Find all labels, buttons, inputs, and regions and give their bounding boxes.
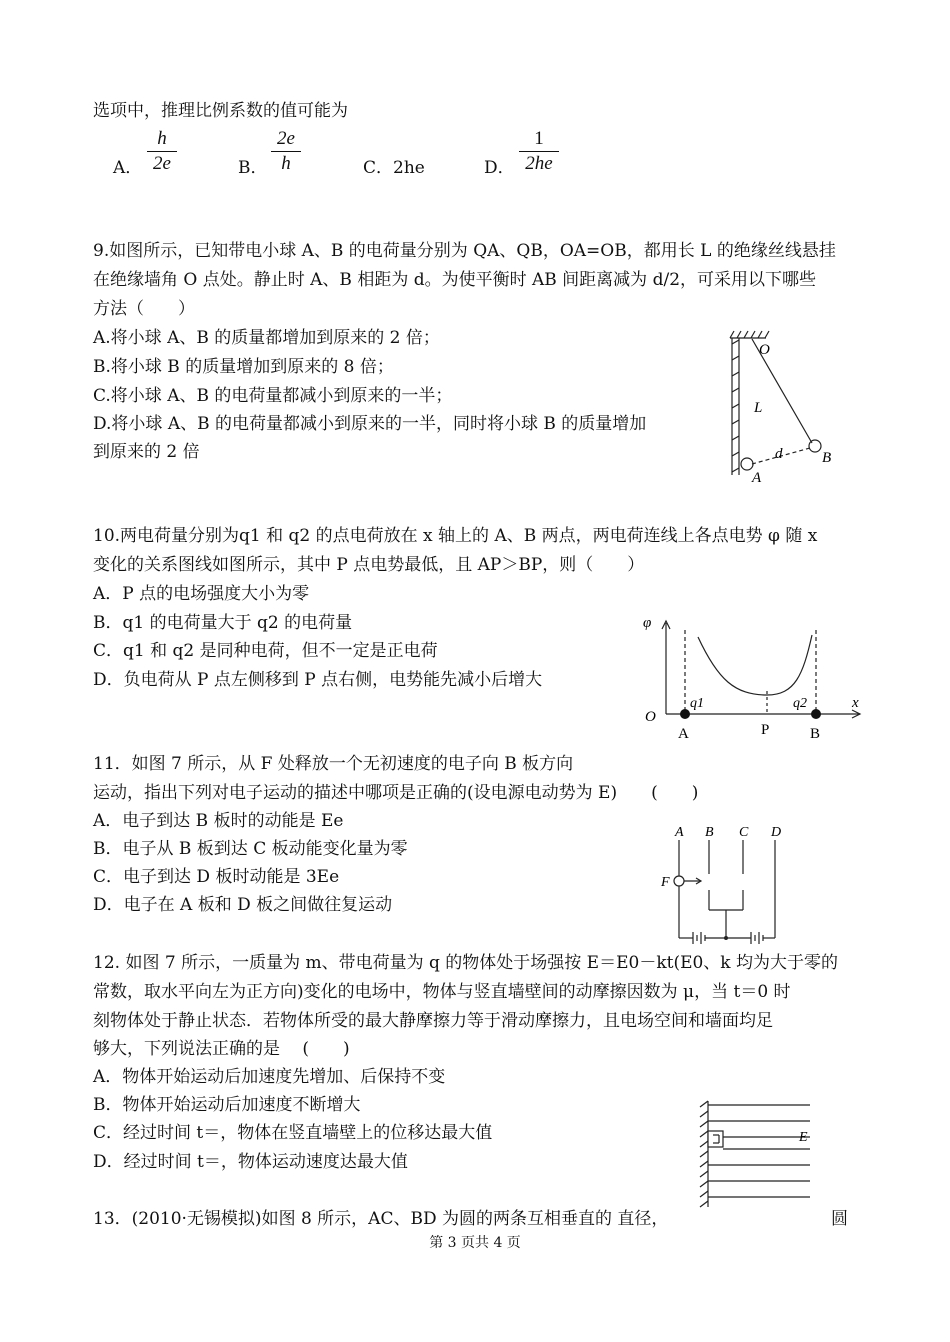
q11-option-d: D．电子在 A 板和 D 板之间做往复运动 (93, 895, 393, 915)
q9-option-a: A.将小球 A、B 的质量都增加到原来的 2 倍； (93, 328, 440, 348)
q9-option-c: C.将小球 A、B 的电荷量都减小到原来的一半； (93, 386, 453, 406)
q9-option-b: B.将小球 B 的质量增加到原来的 8 倍； (93, 357, 394, 377)
q9-stem-line-2: 在绝缘墙角 O 点处。静止时 A、B 相距为 d。为使平衡时 AB 间距离减为 d/2，可采用以下哪些 (93, 270, 817, 290)
q11-option-a: A．电子到达 B 板时的动能是 Ee (93, 811, 344, 831)
q11-option-c: C．电子到达 D 板时动能是 3Ee (93, 867, 340, 887)
q10-charge-q2-dot (811, 709, 821, 719)
q10-potential-graph (640, 605, 870, 750)
q12-label-e: E (799, 1130, 808, 1145)
q10-label-o: O (645, 709, 656, 725)
q9-stem-line-3: 方法（ ） (93, 299, 195, 319)
q8-a-denominator: 2e (153, 153, 171, 174)
q11-stem-line-2: 运动，指出下列对电子运动的描述中哪项是正确的(设电源电动势为 E) ( ) (93, 783, 699, 803)
q8-option-d-label: D． (484, 158, 515, 178)
lead-text: 选项中，推理比例系数的值可能为 (93, 101, 348, 121)
q10-option-d: D．负电荷从 P 点左侧移到 P 点右侧，电势能先减小后增大 (93, 670, 543, 690)
q10-label-a: A (678, 726, 689, 742)
q9-label-b: B (822, 450, 832, 466)
q8-option-d-fraction (519, 128, 559, 175)
q10-option-c: C．q1 和 q2 是同种电荷，但不一定是正电荷 (93, 641, 438, 661)
q13-stem: 13．(2010·无锡模拟)如图 8 所示，AC、BD 为圆的两条互相垂直的 直径， (93, 1209, 669, 1229)
q10-option-b: B．q1 的电荷量大于 q2 的电荷量 (93, 613, 353, 633)
q8-option-b-label: B． (238, 158, 268, 178)
q12-option-a: A．物体开始运动后加速度先增加、后保持不变 (93, 1067, 446, 1087)
q10-charge-q1-dot (680, 709, 690, 719)
q9-label-l: L (754, 400, 763, 416)
q12-wall-field-figure (695, 1095, 815, 1215)
q9-option-d-line-2: 到原来的 2 倍 (93, 442, 200, 462)
q11-label-f: F (661, 875, 670, 890)
q10-label-phi: φ (643, 615, 652, 631)
q8-option-a-label: A． (113, 158, 143, 178)
q8-b-numerator: 2e (277, 128, 295, 149)
q12-option-d: D．经过时间 t＝，物体运动速度达最大值 (93, 1152, 408, 1172)
q10-label-q2: q2 (793, 696, 807, 711)
q11-label-b: B (705, 825, 714, 840)
q12-stem-line-1: 12. 如图 7 所示，一质量为 m、带电荷量为 q 的物体处于场强按 E＝E0－kt(E0、k 均为大于零的 (93, 953, 839, 973)
q9-label-a: A (752, 470, 762, 486)
q10-option-a: A．P 点的电场强度大小为零 (93, 584, 310, 604)
q8-d-numerator: 1 (534, 128, 544, 149)
q10-stem-line-2: 变化的关系图线如图所示，其中 P 点电势最低，且 AP＞BP，则（ ） (93, 555, 645, 575)
q12-stem-line-2: 常数，取水平向左为正方向)变化的电场中，物体与竖直墙壁间的动摩擦因数为 μ，当 t＝0 时 (93, 982, 791, 1002)
q11-plates-circuit-figure (655, 820, 795, 950)
q9-label-o: O (759, 342, 770, 358)
q10-label-p: P (761, 722, 770, 738)
q9-label-d: d (775, 446, 783, 462)
q8-option-a-fraction (147, 128, 177, 175)
q10-stem-line-1: 10.两电荷量分别为q1 和 q2 的点电荷放在 x 轴上的 A、B 两点，两电荷连线上各点电势 φ 随 x (93, 526, 818, 546)
q10-label-b: B (810, 726, 821, 742)
q12-option-b: B．物体开始运动后加速度不断增大 (93, 1095, 361, 1115)
q9-option-d-line-1: D.将小球 A、B 的电荷量都减小到原来的一半，同时将小球 B 的质量增加 (93, 414, 647, 434)
q10-label-x: x (852, 695, 859, 711)
q9-stem-line-1: 9.如图所示，已知带电小球 A、B 的电荷量分别为 QA、QB，OA=OB，都用长 L 的绝缘丝线悬挂 (93, 241, 836, 261)
q12-stem-line-3: 刻物体处于静止状态．若物体所受的最大静摩擦力等于滑动摩擦力，且电场空间和墙面均足 (93, 1011, 773, 1031)
q11-option-b: B．电子从 B 板到达 C 板动能变化量为零 (93, 839, 408, 859)
q11-label-c: C (739, 825, 749, 840)
q12-stem-line-4: 够大，下列说法正确的是 ( ) (93, 1039, 350, 1059)
q11-label-d: D (771, 825, 782, 840)
q8-option-b-fraction (271, 128, 301, 175)
q8-b-denominator: h (281, 153, 291, 174)
q9-pendulum-figure (722, 330, 862, 490)
page-footer: 第 3 页共 4 页 (429, 1235, 521, 1251)
q10-label-q1: q1 (690, 696, 704, 711)
q13-stem-tail: 圆 (831, 1209, 848, 1229)
q8-d-denominator: 2he (525, 153, 553, 174)
q8-option-c: C．2he (363, 158, 425, 178)
q11-label-a: A (675, 825, 684, 840)
q12-option-c: C．经过时间 t＝，物体在竖直墙壁上的位移达最大值 (93, 1123, 493, 1143)
q8-a-numerator: h (157, 128, 167, 149)
q11-stem-line-1: 11．如图 7 所示，从 F 处释放一个无初速度的电子向 B 板方向 (93, 754, 574, 774)
